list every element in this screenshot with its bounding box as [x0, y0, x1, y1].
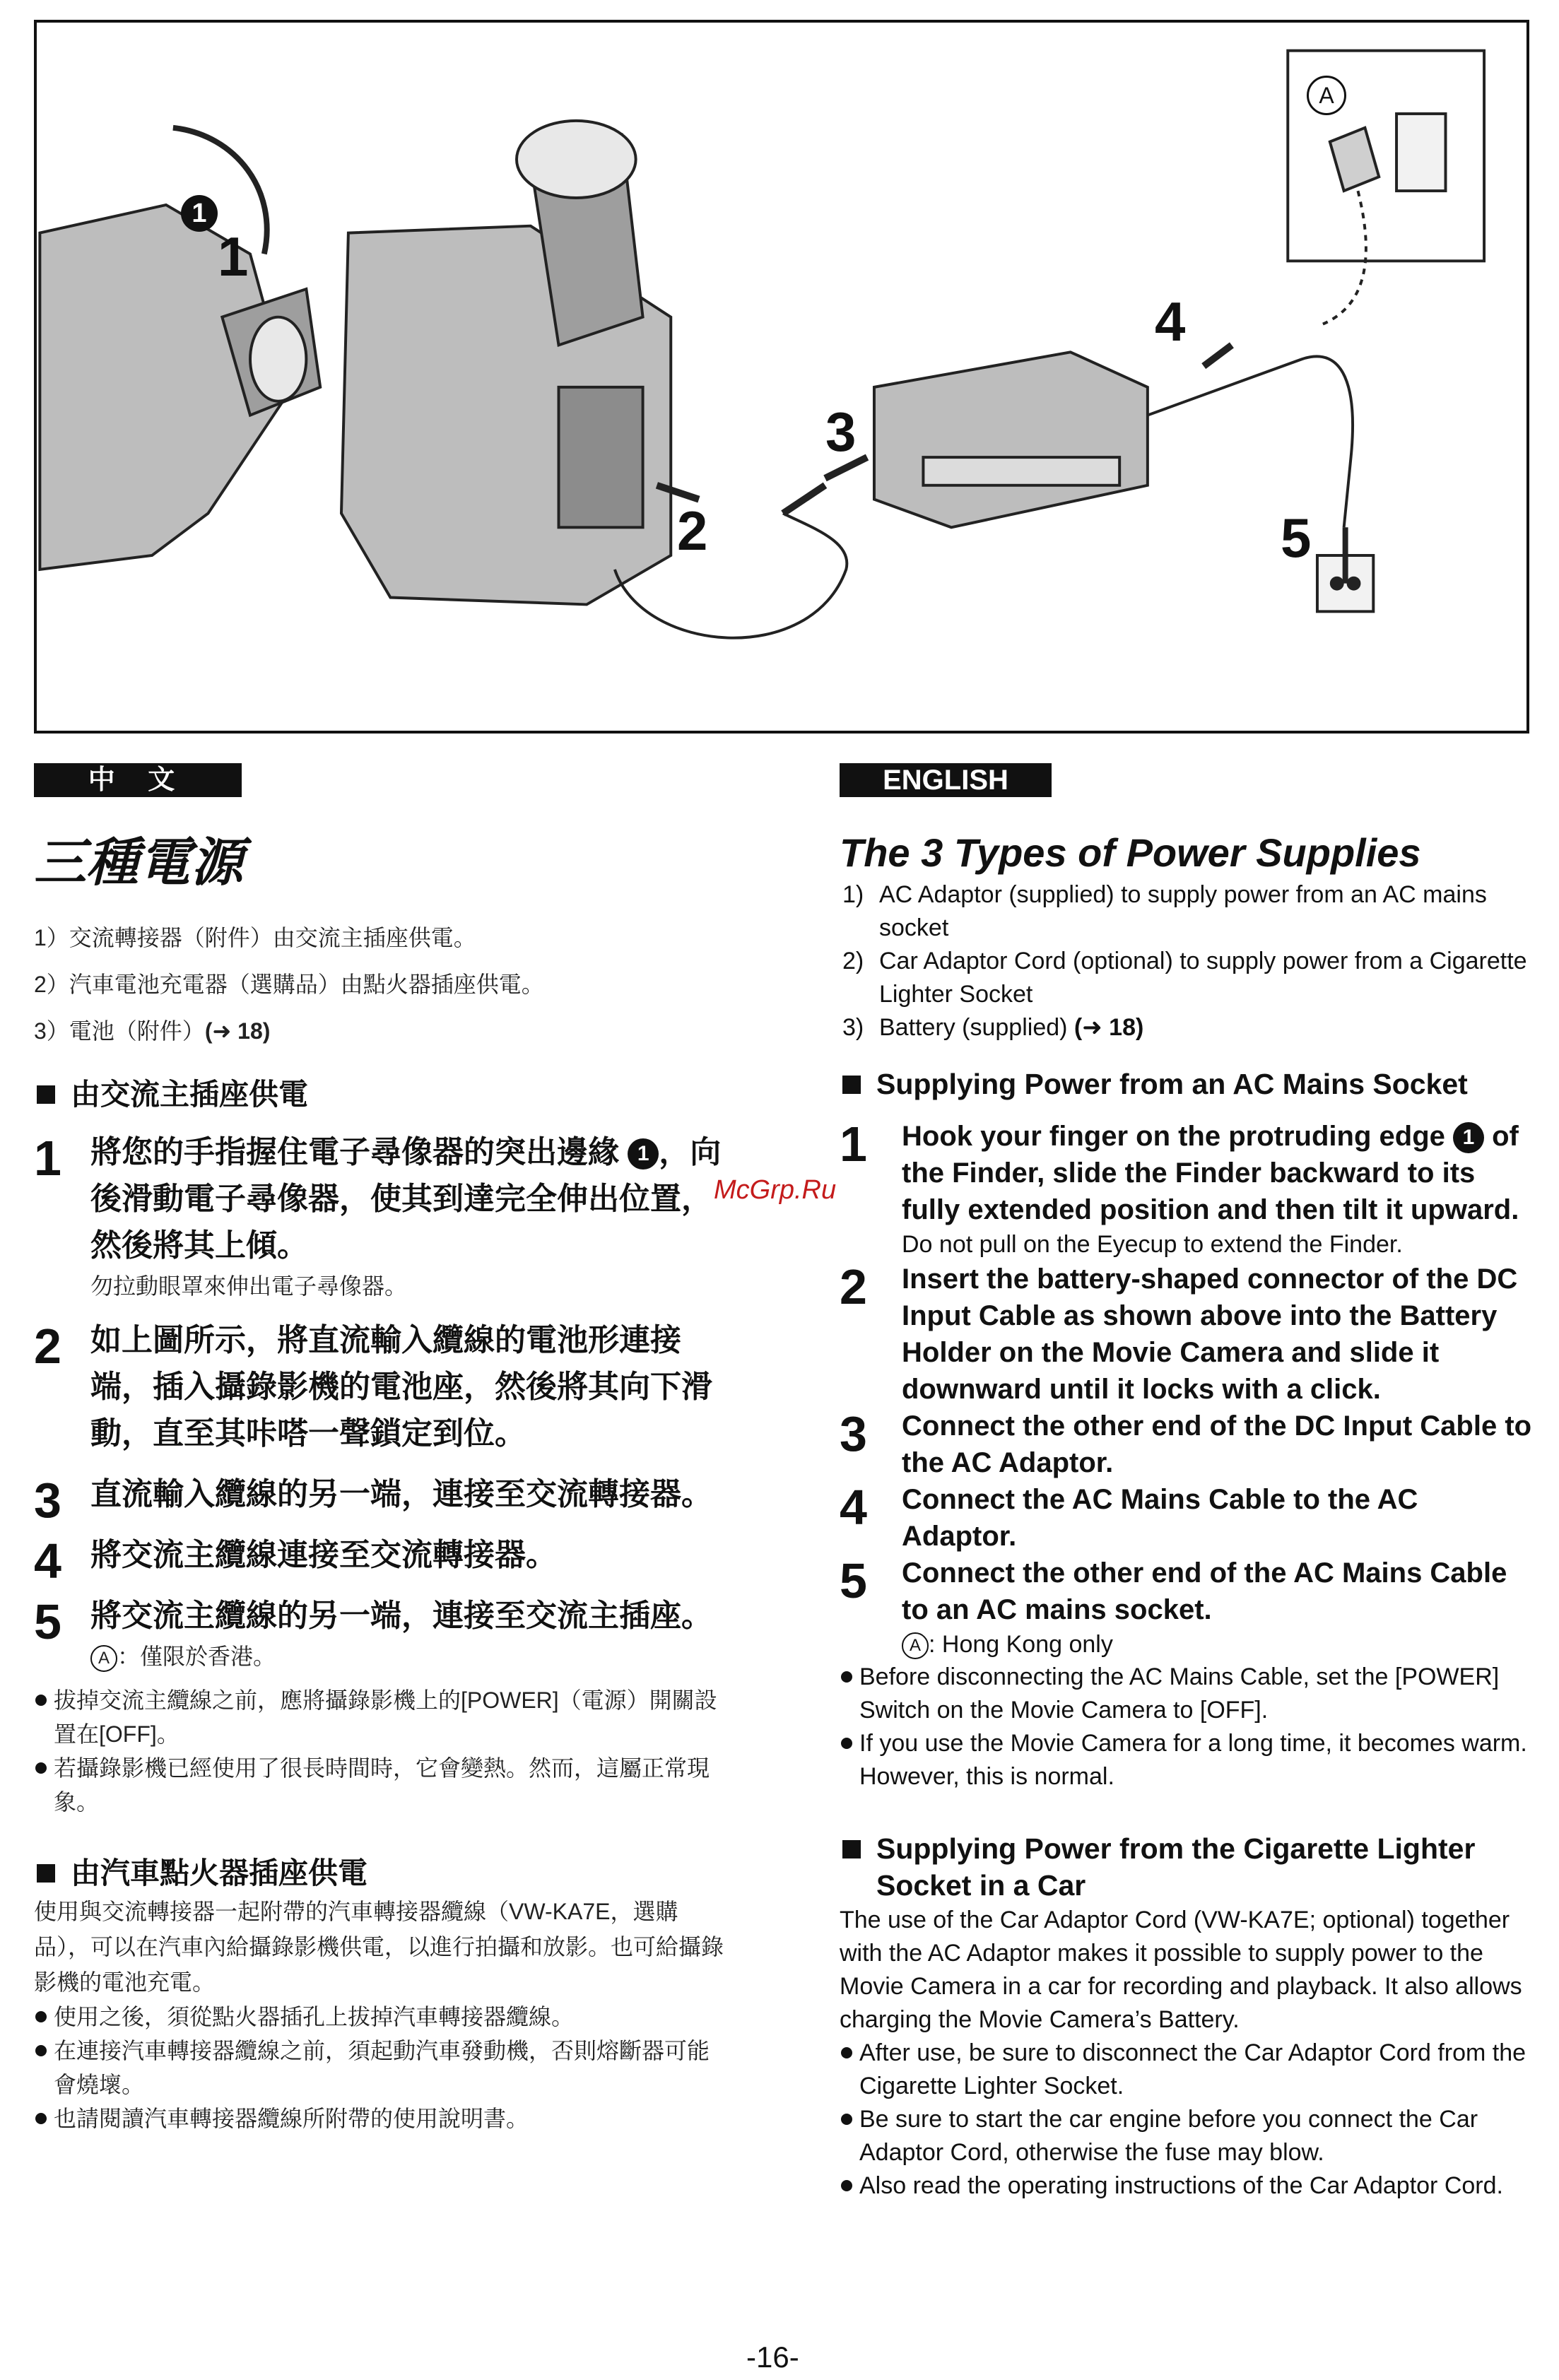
step-number: 5: [34, 1594, 61, 1649]
english-section-ac: [840, 1066, 1539, 1102]
step-text-continued: ，向後滑動電子尋像器，使其到達完全伸出位置，然後將其上傾。: [90, 1135, 722, 1263]
step-note: Do not pull on the Eyecup to extend the Finder.: [902, 1231, 1403, 1258]
step-text: Connect the AC Mains Cable to the AC Adaptor.: [902, 1484, 1418, 1552]
marker-a-inline: A: [90, 1645, 117, 1672]
step-number: 2: [840, 1259, 867, 1314]
english-step-2: [840, 1261, 1539, 1408]
adaptor-label-strip: [923, 457, 1119, 485]
section-heading: 由交流主插座供電: [71, 1078, 309, 1111]
step-text: 將交流主纜線的另一端，連接至交流主插座。: [90, 1598, 712, 1633]
chinese-section-ac: [34, 1074, 726, 1115]
list-item: [840, 878, 1539, 945]
section-heading: Supplying Power from the Cigarette Lighter Socket in a Car: [876, 1832, 1476, 1902]
step-number: 2: [34, 1319, 61, 1374]
marker-a: A: [1307, 76, 1346, 115]
callout-1: 1: [218, 225, 249, 288]
step-text: 將交流主纜線連接至交流轉接器。: [90, 1538, 557, 1572]
intro-text: AC Adaptor (supplied) to supply power from an AC mains socket: [879, 881, 1487, 941]
chinese-car-paragraph: 使用與交流轉接器一起附帶的汽車轉接器纜線（VW-KA7E，選購品），可以在汽車內給攝錄影機供電，以進行拍攝和放影。也可給攝錄影機的電池充電。: [34, 1899, 724, 1995]
list-item: 拔掉交流主纜線之前，應將攝錄影機上的[POWER]（電源）開關設置在[OFF]。: [34, 1683, 726, 1751]
english-step-4: [840, 1481, 1539, 1555]
step-text: Hook your finger on the protruding edge: [902, 1121, 1445, 1152]
step-text: 將您的手指握住電子尋像器的突出邊緣: [90, 1135, 619, 1170]
list-item: After use, be sure to disconnect the Car Adaptor Cord from the Cigarette Lighter Socket.: [840, 2037, 1539, 2103]
callout-3: 3: [825, 401, 857, 463]
english-language-tab: ENGLISH: [840, 763, 1052, 797]
chinese-notes-car: [34, 2000, 726, 2135]
english-notes-ac: [840, 1661, 1539, 1793]
step-text: Insert the battery-shaped connector of the DC Input Cable as shown above into the Battery Holder on the Movie Camera and slide it downward until it locks with a click.: [902, 1263, 1518, 1405]
list-item: 在連接汽車轉接器纜線之前，須起動汽車發動機，否則熔斷器可能會燒壞。: [34, 2034, 726, 2102]
callout-2: 2: [677, 500, 708, 562]
list-item: 2）汽車電池充電器（選購品）由點火器插座供電。: [34, 972, 544, 997]
english-step-3: [840, 1408, 1539, 1481]
step-number: 5: [840, 1553, 867, 1608]
page-reference: (➜ 18): [1073, 1014, 1144, 1041]
english-section-car: [840, 1830, 1539, 1904]
step-note: [902, 1628, 1539, 1661]
chinese-step-1: [34, 1129, 726, 1303]
intro-text: Car Adaptor Cord (optional) to supply power from a Cigarette Lighter Socket: [879, 948, 1527, 1008]
step-number: 1: [34, 1131, 61, 1186]
chinese-section-car: [34, 1853, 726, 1894]
list-item: [34, 1008, 726, 1054]
marker-black-1-inline: 1: [1453, 1122, 1484, 1153]
camera-center-eyecup: [517, 121, 636, 198]
arrow-4: [1204, 345, 1232, 366]
english-notes-car: [840, 2037, 1539, 2203]
step-text: Connect the other end of the AC Mains Cable to an AC mains socket.: [902, 1557, 1507, 1625]
list-item: 1）交流轉接器（附件）由交流主插座供電。: [34, 925, 476, 950]
section-heading: Supplying Power from an AC Mains Socket: [876, 1068, 1468, 1100]
chinese-step-5: [34, 1593, 726, 1673]
step-text: 直流輸入纜線的另一端，連接至交流轉接器。: [90, 1477, 712, 1512]
list-item: [840, 1011, 1539, 1044]
callout-5: 5: [1281, 507, 1312, 569]
step-text-continued: of the Finder, slide the Finder backward to its fully extended position and then tilt it upward.: [902, 1121, 1519, 1225]
list-number: 1): [842, 881, 864, 908]
list-item: Before disconnecting the AC Mains Cable, set the [POWER] Switch on the Movie Camera to [OFF].: [840, 1661, 1539, 1727]
intro-text: 3）電池（附件）: [34, 1018, 205, 1044]
english-step-5: [840, 1555, 1539, 1661]
inset-socket: [1396, 114, 1445, 191]
step-note: [90, 1639, 726, 1673]
chinese-column: [34, 763, 726, 2135]
english-page-title: The 3 Types of Power Supplies: [840, 830, 1421, 875]
illustration-drawing: [37, 23, 1526, 731]
step-number: 4: [840, 1480, 867, 1535]
step-number: 4: [34, 1533, 61, 1589]
step-number: 3: [840, 1406, 867, 1461]
chinese-language-tab: 中 文: [34, 763, 242, 797]
ac-adaptor: [874, 352, 1148, 527]
english-intro-list: [840, 878, 1539, 1044]
step-number: 1: [840, 1117, 867, 1172]
list-item: If you use the Movie Camera for a long time, it becomes warm. However, this is normal.: [840, 1727, 1539, 1793]
chinese-page-title: 三種電源: [34, 832, 243, 893]
list-item: [840, 945, 1539, 1011]
list-item: 使用之後，須從點火器插孔上拔掉汽車轉接器纜線。: [34, 2000, 726, 2034]
marker-black-1-inline: 1: [628, 1138, 659, 1170]
list-number: 3): [842, 1014, 864, 1041]
chinese-step-4: [34, 1532, 726, 1589]
list-item: Be sure to start the car engine before you connect the Car Adaptor Cord, otherwise the fuse may blow.: [840, 2103, 1539, 2169]
step-number: 3: [34, 1473, 61, 1528]
chinese-step-3: [34, 1471, 726, 1528]
square-bullet-icon: [37, 1864, 55, 1883]
camera-left-eyecup: [250, 317, 306, 401]
intro-text: Battery (supplied): [879, 1014, 1068, 1041]
step-text: 如上圖所示，將直流輸入纜線的電池形連接端，插入攝錄影機的電池座，然後將其向下滑動，直至其咔嗒一聲鎖定到位。: [90, 1323, 712, 1451]
square-bullet-icon: [842, 1840, 861, 1858]
chinese-step-2: [34, 1317, 726, 1457]
battery-connector: [559, 387, 643, 527]
step-note: 勿拉動眼罩來伸出電子尋像器。: [90, 1273, 408, 1299]
marker-a-inline: A: [902, 1632, 929, 1659]
list-number: 2): [842, 948, 864, 974]
note-text: ：僅限於香港。: [117, 1644, 276, 1669]
page-number: -16-: [746, 2340, 799, 2374]
list-item: 若攝錄影機已經使用了很長時間時，它會變熱。然而，這屬正常現象。: [34, 1751, 726, 1819]
list-item: 也請閱讀汽車轉接器纜線所附帶的使用說明書。: [34, 2102, 726, 2135]
english-car-paragraph: The use of the Car Adaptor Cord (VW-KA7E; optional) together with the AC Adaptor makes it possible to supply power to the Movie Camera in a car for recording and playback. It also allows charging the Movie Camera’s Battery.: [840, 1907, 1522, 2033]
square-bullet-icon: [842, 1076, 861, 1094]
english-column: [840, 763, 1539, 2203]
page-reference: (➜ 18): [204, 1018, 271, 1044]
callout-4: 4: [1155, 290, 1186, 353]
english-step-1: [840, 1118, 1539, 1261]
square-bullet-icon: [37, 1085, 55, 1104]
power-supply-illustration: [34, 20, 1529, 734]
watermark: McGrp.Ru: [714, 1175, 837, 1205]
note-text: : Hong Kong only: [929, 1631, 1113, 1658]
list-item: Also read the operating instructions of the Car Adaptor Cord.: [840, 2169, 1539, 2203]
marker-black-1: 1: [181, 195, 218, 232]
ac-cable: [1148, 356, 1353, 527]
chinese-intro-list: [34, 914, 726, 1054]
dc-plug: [783, 485, 825, 514]
chinese-notes-ac: [34, 1683, 726, 1819]
section-heading: 由汽車點火器插座供電: [71, 1856, 368, 1890]
step-text: Connect the other end of the DC Input Cable to the AC Adaptor.: [902, 1410, 1532, 1478]
